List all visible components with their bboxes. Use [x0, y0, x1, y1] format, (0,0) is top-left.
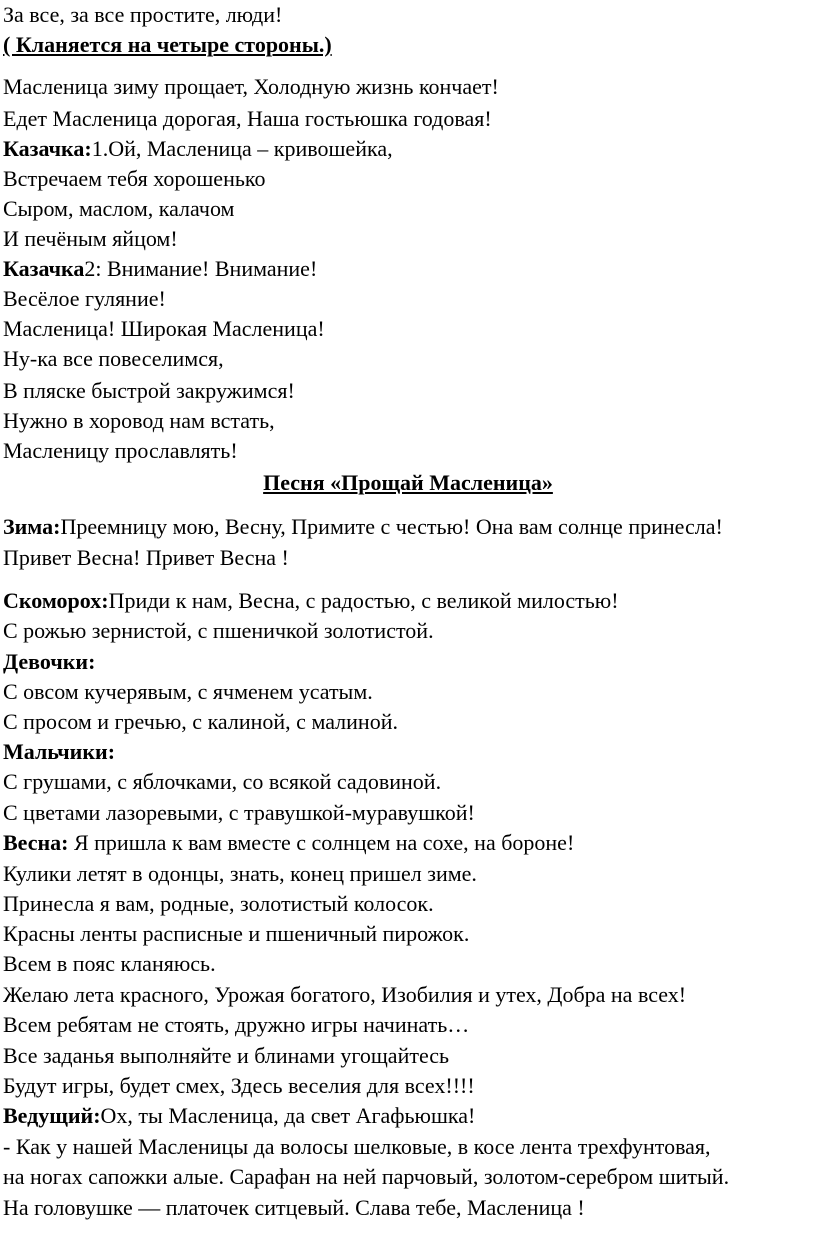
text-line: Всем в пояс кланяюсь.	[3, 951, 216, 976]
dialogue-text: 1.Ой, Масленица – кривошейка,	[91, 136, 393, 161]
speaker-name: Скоморох:	[3, 588, 109, 613]
text-line: С овсом кучерявым, с ячменем усатым.	[3, 679, 373, 704]
text-line: Все заданья выполняйте и блинами угощайтесь	[3, 1043, 450, 1068]
speaker-name: Казачка	[3, 256, 85, 281]
text-line: Будут игры, будет смех, Здесь веселия для всех!!!!	[3, 1073, 475, 1098]
dialogue-text: 2: Внимание! Внимание!	[84, 256, 318, 281]
text-line: Встречаем тебя хорошенько	[3, 166, 266, 191]
text-line: Всем ребятам не стоять, дружно игры начинать…	[3, 1012, 470, 1037]
text-line: В пляске быстрой закружимся!	[3, 378, 295, 403]
dialogue-text: Ох, ты Масленица, да свет Агафьюшка!	[100, 1103, 476, 1128]
speaker-name: Мальчики:	[3, 739, 116, 764]
stage-direction: ( Кланяется на четыре стороны.)	[3, 32, 332, 57]
text-line: С просом и гречью, с калиной, с малиной.	[3, 709, 398, 734]
text-line: С грушами, с яблочками, со всякой садовиной.	[3, 769, 442, 794]
text-line: За все, за все простите, люди!	[3, 2, 283, 27]
text-line: Ну-ка все повеселимся,	[3, 346, 224, 371]
text-line: на ногах сапожки алые. Сарафан на ней парчовый, золотом-серебром шитый.	[3, 1164, 730, 1189]
speaker-name: Зима:	[3, 514, 61, 539]
dialogue-line	[3, 254, 317, 284]
dialogue-line	[3, 586, 619, 616]
text-line: Кулики летят в одонцы, знать, конец пришел зиме.	[3, 861, 477, 886]
dialogue-line	[3, 134, 393, 164]
dialogue-text: Преемницу мою, Весну, Примите с честью! Она вам солнце принесла!	[60, 514, 723, 539]
song-title: Песня «Прощай Масленица»	[263, 470, 553, 495]
dialogue-line	[3, 828, 574, 858]
text-line: Красны ленты расписные и пшеничный пирожок.	[3, 921, 470, 946]
text-line: Едет Масленица дорогая, Наша гостьюшка годовая!	[3, 106, 492, 131]
text-line: Сыром, маслом, калачом	[3, 196, 235, 221]
dialogue-line	[3, 1101, 475, 1131]
text-line: Масленица! Широкая Масленица!	[3, 316, 325, 341]
text-line: - Как у нашей Масленицы да волосы шелковые, в косе лента трехфунтовая,	[3, 1134, 711, 1159]
dialogue-text: Я пришла к вам вместе с солнцем на сохе, на бороне!	[68, 830, 575, 855]
dialogue-text: Приди к нам, Весна, с радостью, с великой милостью!	[108, 588, 619, 613]
text-line: С рожью зернистой, с пшеничкой золотистой.	[3, 618, 434, 643]
speaker-name: Весна:	[3, 830, 69, 855]
text-line: На головушке — платочек ситцевый. Слава тебе, Масленица !	[3, 1195, 585, 1220]
text-line: С цветами лазоревыми, с травушкой-муравушкой!	[3, 800, 475, 825]
text-line: Принесла я вам, родные, золотистый колосок.	[3, 891, 434, 916]
text-line: Нужно в хоровод нам встать,	[3, 408, 275, 433]
speaker-name: Казачка:	[3, 136, 92, 161]
text-line: Весёлое гуляние!	[3, 286, 166, 311]
text-line: Привет Весна! Привет Весна !	[3, 545, 289, 570]
speaker-name: Ведущий:	[3, 1103, 101, 1128]
speaker-name: Девочки:	[3, 649, 96, 674]
text-line: Желаю лета красного, Урожая богатого, Изобилия и утех, Добра на всех!	[3, 982, 687, 1007]
text-line: Масленица зиму прощает, Холодную жизнь кончает!	[3, 74, 499, 99]
text-line: Масленицу прославлять!	[3, 438, 238, 463]
dialogue-line	[3, 512, 723, 542]
text-line: И печёным яйцом!	[3, 226, 178, 251]
